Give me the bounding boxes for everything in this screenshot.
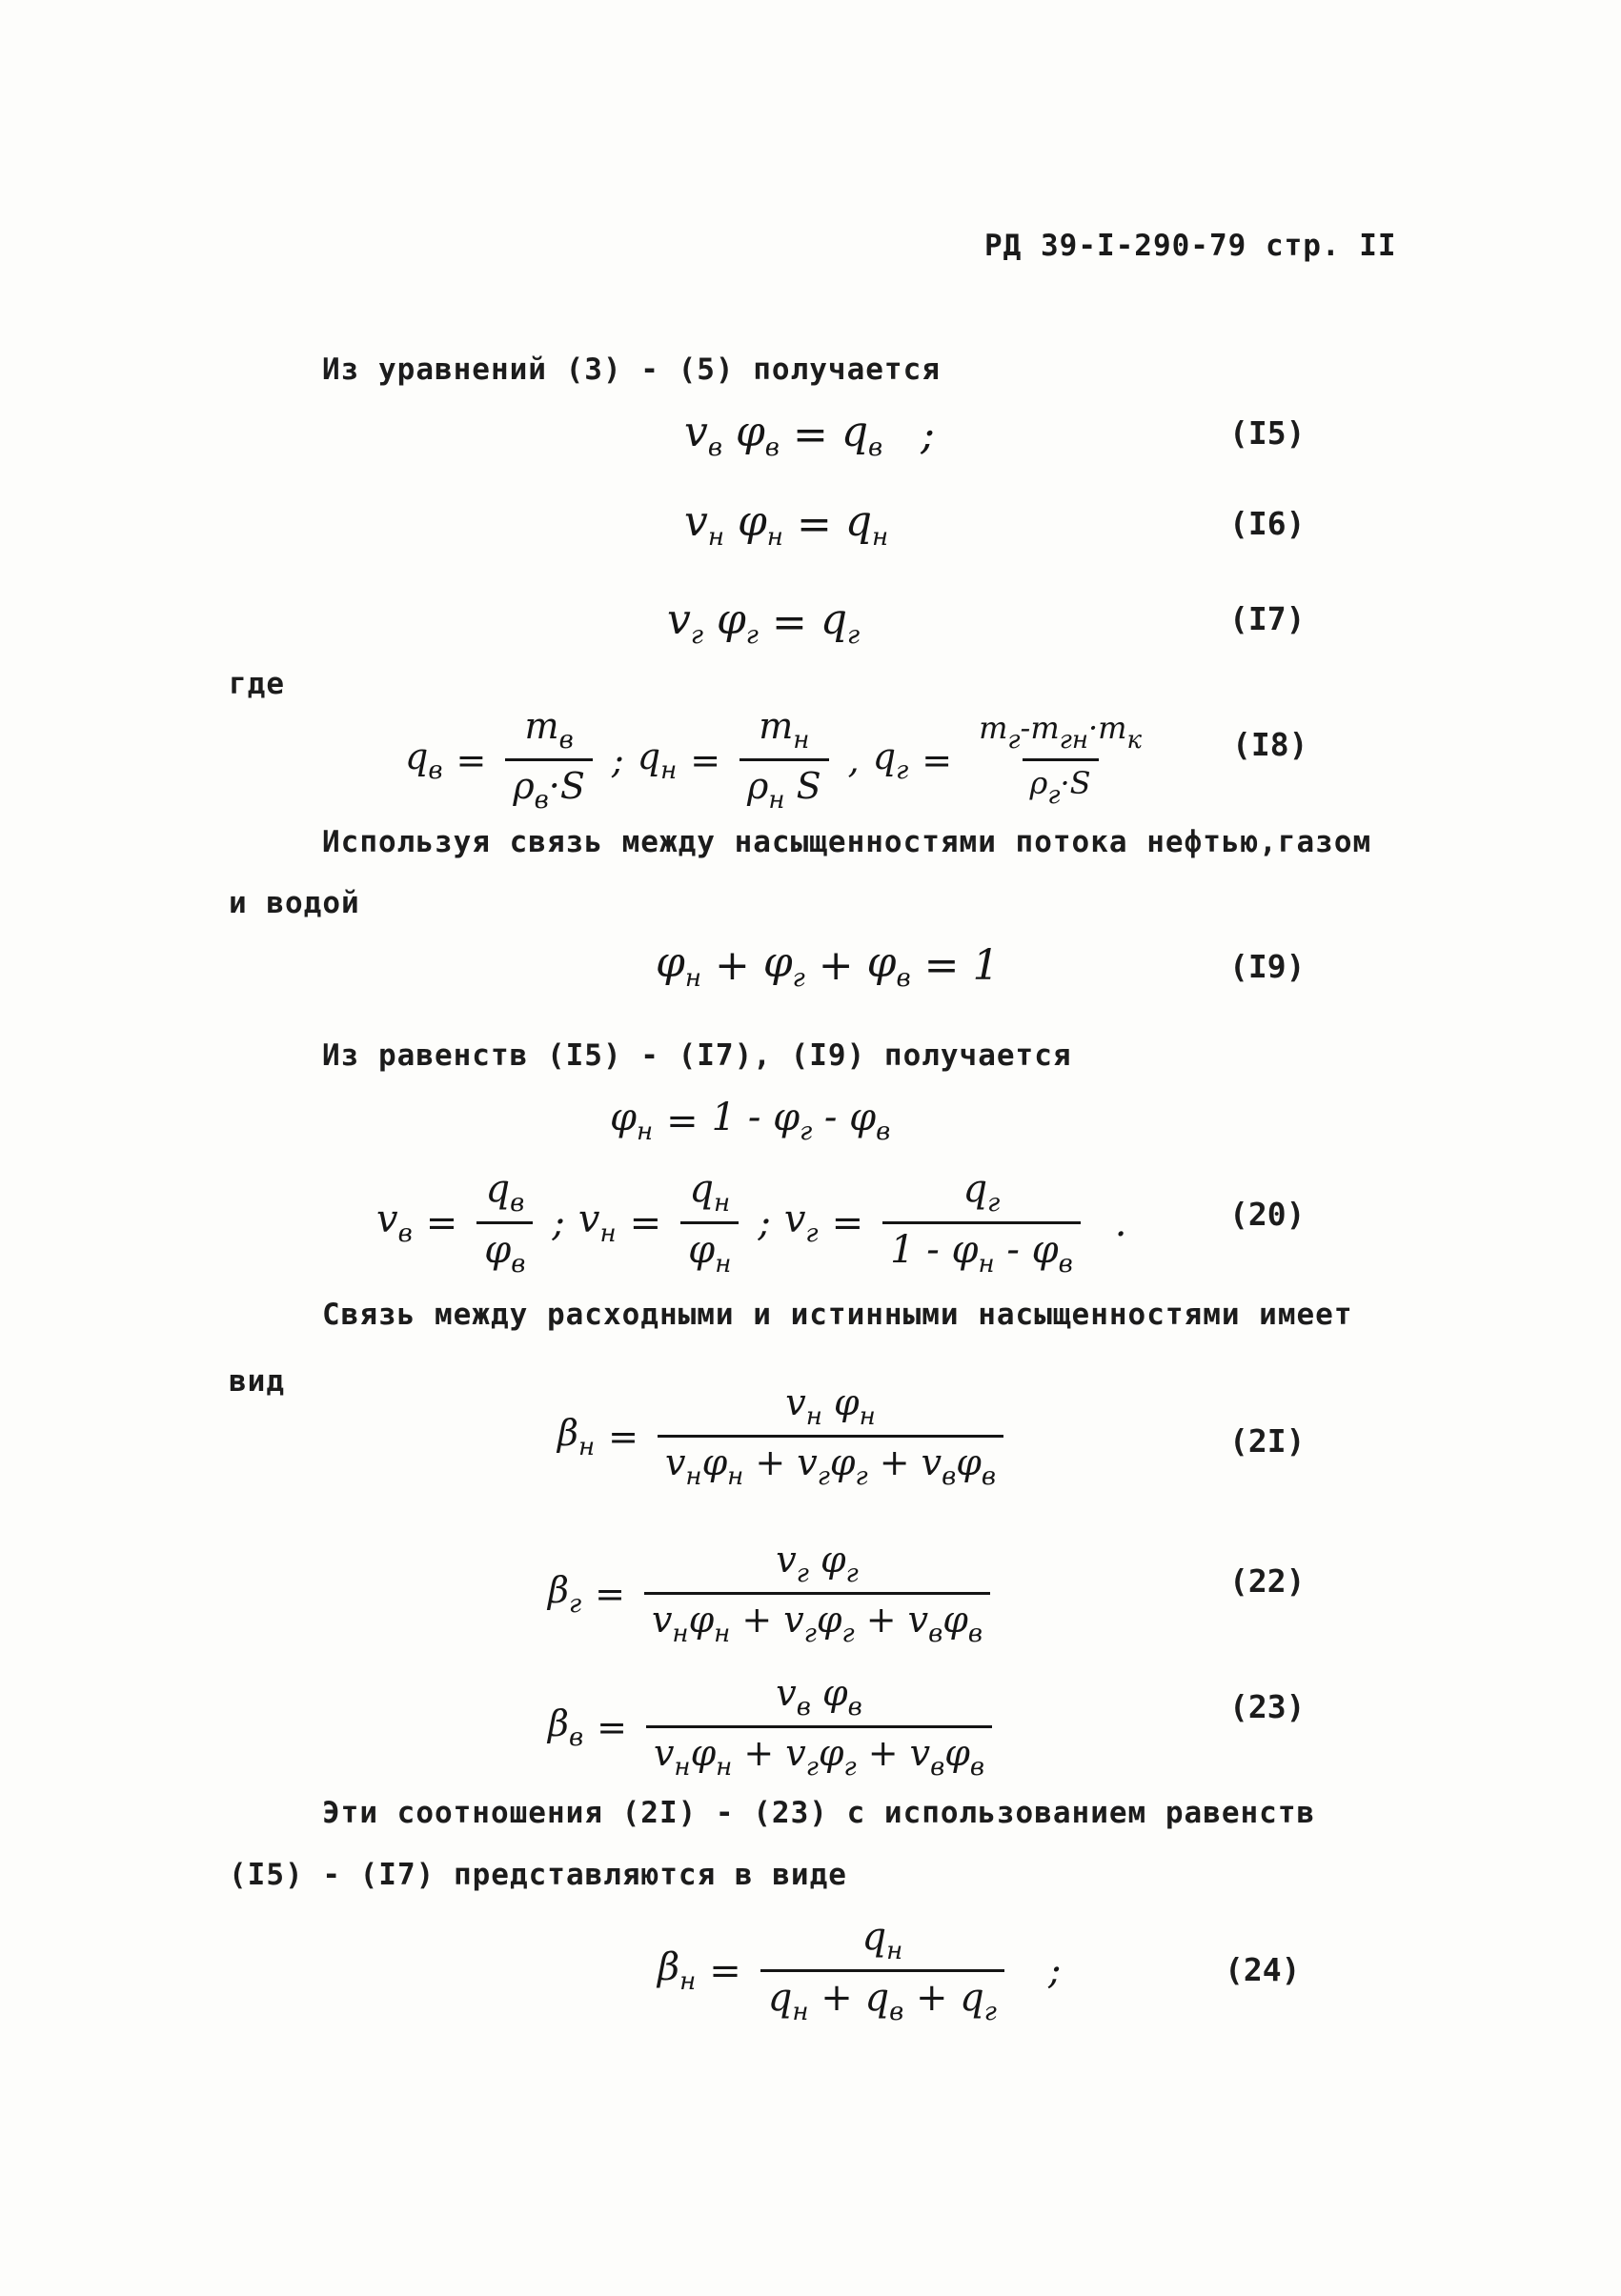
equation-number-22: (22) [1229,1562,1306,1600]
equation-number-17: (I7) [1229,600,1306,637]
paragraph-relation-saturations-2: вид [229,1364,285,1399]
equation-24: $\beta_н$ = $\frac{q_н}{q_н + q_в + q_г}$ ; [658,1915,1062,2026]
equation-15: $v_в$ $\varphi_в$ = $q_в$ ; [684,408,935,462]
equation-number-21: (2I) [1229,1422,1306,1460]
paragraph-from-equations: Из уравнений (3) - (5) получается [322,352,941,387]
equation-17: $v_г$ $\varphi_г$ = $q_г$ [667,595,861,650]
equation-21: $\beta_н$ = $\frac{v_н \varphi_н}{v_н\varphi_н + v_г\varphi_г + v_в\varphi_в}$ [557,1381,1009,1491]
equation-number-23: (23) [1229,1688,1306,1725]
document-header: РД 39-I-290-79 стр. II [984,229,1397,263]
paragraph-using-relation-2: и водой [229,886,360,920]
equation-19: $\varphi_н$ + $\varphi_г$ + $\varphi_в$ = 1 [656,938,1000,993]
equation-number-24: (24) [1225,1951,1301,1988]
word-where: где [229,667,285,701]
equation-phi-n: $\varphi_н$ = $1 - \varphi_г - \varphi_в$ [610,1096,891,1146]
equation-18: $q_в$ = $\frac{m_в}{\rho_в\cdot S}$ ; $q_н$ = $\frac{m_н}{\rho_н S}$ , $q_г$ = $\frac{m_г-m_{гн}\cdot m_к}{\rho_г\cdot S}$ [405,705,1143,815]
paragraph-using-relation-1: Используя связь между насыщенностями потока нефтью,газом [322,825,1372,859]
equation-number-19: (I9) [1229,948,1306,985]
paragraph-from-equalities: Из равенств (I5) - (I7), (I9) получается [322,1038,1072,1073]
equation-16: $v_н$ $\varphi_н$ = $q_н$ [684,497,889,552]
equation-23: $\beta_в$ = $\frac{v_в \varphi_в}{v_н\varphi_н + v_г\varphi_г + v_в\varphi_в}$ [548,1672,998,1782]
equation-number-15: (I5) [1229,414,1306,452]
paragraph-these-relations-1: Эти соотношения (2I) - (23) с использованием равенств [322,1796,1316,1830]
equation-20: $v_в$ = $\frac{q_в}{\varphi_в}$ ; $v_н$ = $\frac{q_н}{\varphi_н}$ ; $v_г$ = $\frac{q_г}{1 - \varphi_н - \varphi_в}$ . [376,1167,1127,1279]
paragraph-these-relations-2: (I5) - (I7) представляются в виде [229,1858,847,1892]
equation-number-20: (20) [1229,1196,1306,1233]
paragraph-relation-saturations-1: Связь между расходными и истинными насыщенностями имеет [322,1298,1353,1332]
equation-number-16: (I6) [1229,505,1306,542]
equation-number-18: (I8) [1232,726,1308,763]
equation-22: $\beta_г$ = $\frac{v_г \varphi_г}{v_н\varphi_н + v_г\varphi_г + v_в\varphi_в}$ [548,1539,996,1648]
